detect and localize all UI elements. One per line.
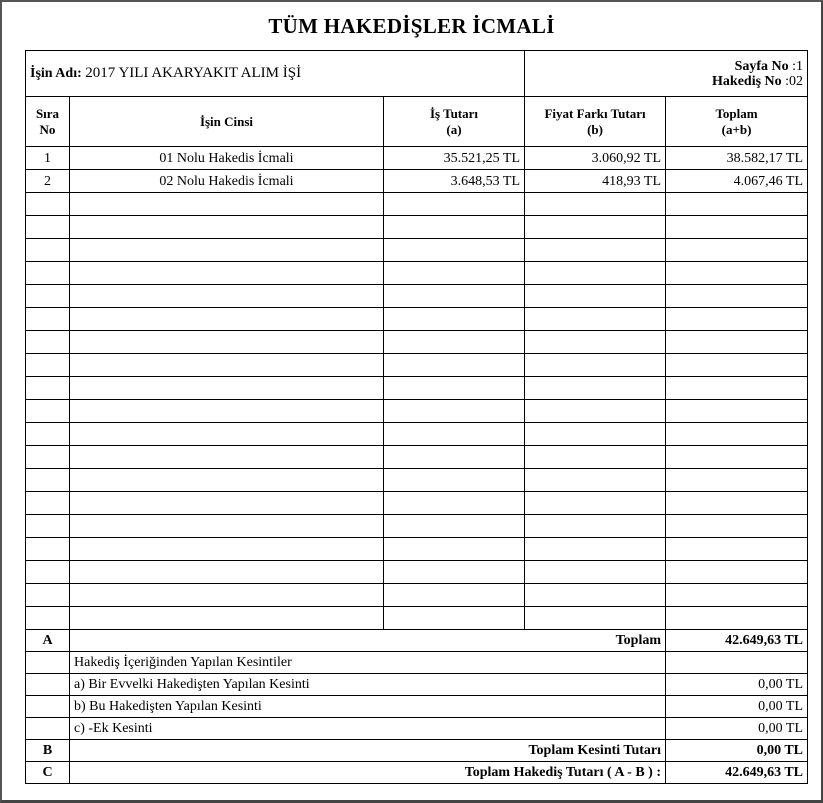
job-label: İşin Adı: — [30, 66, 82, 81]
payment-no-label: Hakediş No — [712, 73, 782, 89]
column-header-row — [26, 97, 808, 147]
col-is-tutari-line1: İş Tutarı — [429, 105, 479, 121]
empty-row — [26, 607, 808, 630]
empty-row — [26, 285, 808, 308]
total-b-value: 0,00 TL — [666, 740, 808, 762]
deduction-row — [26, 696, 808, 718]
row-is-tutari: 35.521,25 TL — [384, 147, 525, 170]
col-fiyat-farki — [525, 97, 666, 147]
empty-row — [26, 216, 808, 239]
row-fiyat-farki: 3.060,92 TL — [525, 147, 666, 170]
document-title: TÜM HAKEDİŞLER İCMALİ — [268, 14, 555, 38]
deduction-row — [26, 718, 808, 740]
empty-row — [26, 193, 808, 216]
row-is-tutari: 3.648,53 TL — [384, 170, 525, 193]
job-info-row — [26, 51, 808, 97]
meta-cell — [525, 51, 808, 97]
col-fiyat-farki-line2: (b) — [587, 121, 603, 137]
total-c-row — [26, 762, 808, 784]
empty-row — [26, 331, 808, 354]
deductions-title-row — [26, 652, 808, 674]
summary-table — [25, 50, 808, 784]
empty-row — [26, 469, 808, 492]
col-fiyat-farki-line1: Fiyat Farkı Tutarı — [544, 105, 646, 121]
table-row — [26, 147, 808, 170]
empty-row — [26, 239, 808, 262]
page-no — [529, 59, 803, 74]
empty-row — [26, 492, 808, 515]
col-isin-cinsi: İşin Cinsi — [70, 97, 384, 147]
empty-row — [26, 538, 808, 561]
deductions-title: Hakediş İçeriğinden Yapılan Kesintiler — [70, 652, 666, 674]
payment-no — [529, 74, 803, 89]
empty-row — [26, 354, 808, 377]
deduction-b-value: 0,00 TL — [666, 696, 808, 718]
col-toplam — [666, 97, 808, 147]
deduction-a-value: 0,00 TL — [666, 674, 808, 696]
deduction-b-label: b) Bu Hakedişten Yapılan Kesinti — [70, 696, 666, 718]
total-c-label: Toplam Hakediş Tutarı ( A - B ) : — [70, 762, 666, 784]
deduction-c-label: c) -Ek Kesinti — [70, 718, 666, 740]
col-sira-line1: Sıra — [35, 105, 60, 121]
total-a-row — [26, 630, 808, 652]
page-no-label: Sayfa No — [734, 58, 789, 74]
deduction-a-label: a) Bir Evvelki Hakedişten Yapılan Kesinti — [70, 674, 666, 696]
empty-row — [26, 561, 808, 584]
total-c-letter: C — [26, 762, 70, 784]
total-c-value: 42.649,63 TL — [666, 762, 808, 784]
row-no: 1 — [26, 147, 70, 170]
total-a-value: 42.649,63 TL — [666, 630, 808, 652]
deduction-row — [26, 674, 808, 696]
job-name-cell — [26, 51, 525, 97]
row-name: 02 Nolu Hakedis İcmali — [70, 170, 384, 193]
col-sira — [26, 97, 70, 147]
row-fiyat-farki: 418,93 TL — [525, 170, 666, 193]
total-a-letter: A — [26, 630, 70, 652]
col-sira-line2: No — [39, 121, 56, 137]
col-toplam-line2: (a+b) — [721, 121, 752, 137]
page-no-value: :1 — [792, 58, 804, 74]
payment-no-value: :02 — [785, 73, 804, 89]
col-is-tutari-line2: (a) — [446, 121, 462, 137]
empty-row — [26, 446, 808, 469]
empty-row — [26, 515, 808, 538]
empty-row — [26, 308, 808, 331]
empty-row — [26, 584, 808, 607]
row-toplam: 38.582,17 TL — [666, 147, 808, 170]
row-name: 01 Nolu Hakedis İcmali — [70, 147, 384, 170]
total-b-row — [26, 740, 808, 762]
col-toplam-line1: Toplam — [715, 105, 758, 121]
empty-row — [26, 262, 808, 285]
total-b-label: Toplam Kesinti Tutarı — [70, 740, 666, 762]
deduction-c-value: 0,00 TL — [666, 718, 808, 740]
empty-row — [26, 377, 808, 400]
row-toplam: 4.067,46 TL — [666, 170, 808, 193]
job-name: 2017 YILI AKARYAKIT ALIM İŞİ — [85, 65, 302, 81]
total-a-label: Toplam — [70, 630, 666, 652]
empty-row — [26, 423, 808, 446]
row-no: 2 — [26, 170, 70, 193]
empty-row — [26, 400, 808, 423]
col-is-tutari — [384, 97, 525, 147]
table-row — [26, 170, 808, 193]
total-b-letter: B — [26, 740, 70, 762]
